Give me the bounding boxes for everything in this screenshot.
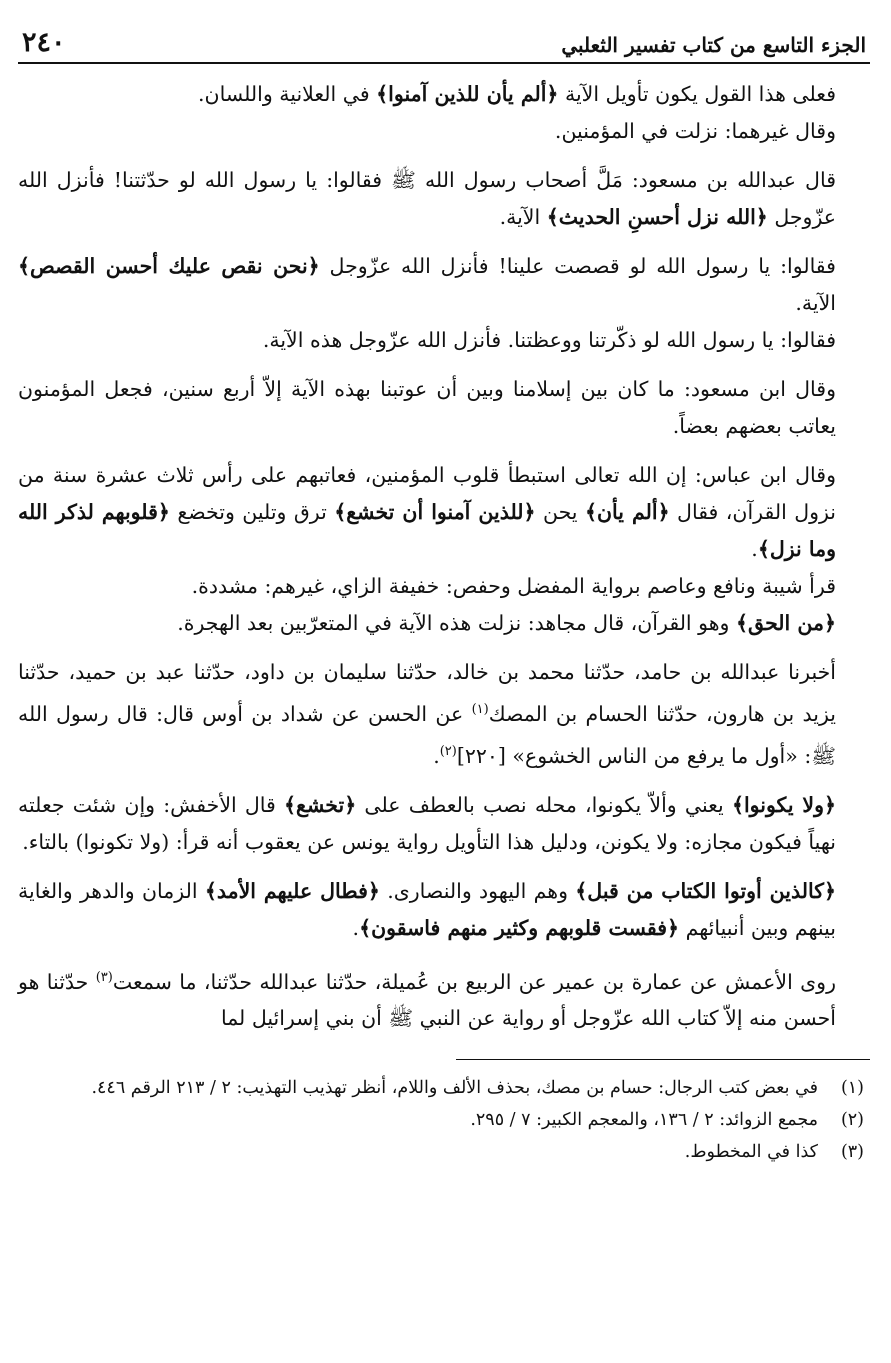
quran-quote: ﴿من الحق﴾ (735, 611, 836, 635)
footnote (18, 1106, 870, 1135)
footnote-number: (٢) (840, 1110, 864, 1131)
paragraph-text: . (751, 537, 758, 561)
paragraph (18, 113, 870, 150)
paragraph (18, 654, 870, 775)
paragraph (18, 76, 870, 113)
quran-quote: ﴿فطال عليهم الأمد﴾ (204, 878, 380, 903)
paragraph-text: أخبرنا عبدالله بن حامد، حدّثنا محمد بن خالد، حدّثنا سليمان بن داود، حدّثنا عبد بن حميد، حدّثنا يزيد بن هارون، حدّثنا الحسام بن المصك (18, 660, 836, 726)
paragraph-text: الآية. (795, 291, 836, 315)
quran-quote: ﴿نحن نقص عليك أحسن القصص﴾ (18, 254, 320, 278)
paragraph-text: وهو القرآن، قال مجاهد: نزلت هذه الآية في المتعرّبين بعد الهجرة. (177, 611, 736, 635)
footnote-ref: (٢) (439, 743, 457, 759)
footnote (18, 1138, 870, 1167)
paragraph-text: روى الأعمش عن عمارة بن عمير عن الربيع بن عُميلة، حدّثنا عبدالله حدّثنا، ما سمعت (112, 969, 836, 994)
quran-quote: ﴿ألم يأن للذين آمنوا﴾ (376, 82, 559, 106)
paragraph (18, 568, 870, 605)
paragraph-text: وقال ابن عباس: إن الله تعالى استبطأ قلوب المؤمنين، فعاتبهم على رأس ثلاث عشرة سنة من نزول القرآن، فقال (18, 463, 837, 524)
quran-quote: ﴿ألم يأن﴾ (584, 500, 670, 524)
paragraph-text: عن الحسن عن شداد بن أوس قال: قال رسول الله ﷺ: «أول ما يرفع من الناس الخشوع» [٢٢٠] (18, 701, 836, 768)
paragraph-text: . (433, 743, 440, 768)
footnote-text: في بعض كتب الرجال: حسام بن مصك، بحذف الألف واللام، أنظر تهذيب التهذيب: ٢ / ٢١٣ الرقم ٤٤٦. (91, 1078, 818, 1099)
paragraph (18, 162, 870, 236)
page-header (18, 28, 870, 64)
paragraph-text: فعلى هذا القول يكون تأويل الآية (558, 82, 836, 106)
paragraph (18, 248, 870, 322)
paragraph-text: قرأ شيبة ونافع وعاصم برواية المفضل وحفص: خفيفة الزاي، غيرهم: مشددة. (191, 574, 836, 598)
paragraph-text: حدّثنا هو أحسن منه إلاّ كتاب الله عزّوجل أو رواية عن النبي ﷺ أن بني إسرائيل لما (18, 969, 836, 1031)
quran-quote: ﴿للذين آمنوا أن تخشع﴾ (334, 500, 536, 524)
paragraph-text: الزمان والدهر والغاية بينهم وبين أنبيائهم (18, 878, 836, 940)
footnote-separator (456, 1059, 870, 1060)
quran-quote: ﴿قلوبهم لذكر الله وما نزل﴾ (18, 500, 836, 561)
paragraph-text: قال الأخفش: وإن شئت جعلته نهياً فيكون مجازه: ولا يكونن، ودليل هذا التأويل رواية يونس عن يعقوب أنه قرأ: (ولا تكونوا) بالتاء. (18, 792, 836, 854)
paragraph-text: في العلانية واللسان. (198, 82, 377, 106)
quran-quote: ﴿ولا يكونوا﴾ (731, 792, 837, 817)
paragraph (18, 371, 870, 445)
paragraph (18, 959, 870, 1038)
footnote (18, 1074, 870, 1103)
paragraph-text: قال عبدالله بن مسعود: مَلَّ أصحاب رسول الله ﷺ فقالوا: يا رسول الله لو حدّثتنا! فأنزل الله عزّوجل (18, 168, 836, 229)
book-page (18, 28, 870, 1170)
footnote-ref: (٣) (95, 969, 113, 985)
paragraph-text: فقالوا: يا رسول الله لو ذكّرتنا ووعظتنا. فأنزل الله عزّوجل هذه الآية. (262, 328, 836, 352)
paragraph-text: وقال غيرهما: نزلت في المؤمنين. (554, 119, 836, 143)
footnotes (18, 1074, 870, 1167)
paragraph-text: يعني وألاّ يكونوا، محله نصب بالعطف على (356, 792, 732, 817)
paragraph-text: يحن (535, 500, 585, 524)
page-number: ٢٤٠ (22, 27, 66, 58)
footnote-text: كذا في المخطوط. (684, 1142, 818, 1163)
quran-quote: ﴿الله نزل أحسنِ الحديث﴾ (546, 205, 768, 229)
paragraph (18, 605, 870, 642)
paragraph (18, 322, 870, 359)
paragraph-text: فقالوا: يا رسول الله لو قصصت علينا! فأنزل الله عزّوجل (319, 254, 836, 278)
quran-quote: ﴿فقست قلوبهم وكثير منهم فاسقون﴾ (359, 915, 680, 940)
paragraph-text: ترق وتلين وتخضع (169, 500, 335, 524)
quran-quote: ﴿كالذين أوتوا الكتاب من قبل﴾ (575, 878, 836, 903)
paragraph-text: الآية. (499, 205, 547, 229)
paragraph (18, 873, 870, 947)
quran-quote: ﴿تخشع﴾ (284, 792, 357, 817)
paragraph-text: . (352, 915, 360, 940)
footnote-number: (٣) (840, 1142, 864, 1163)
paragraph (18, 787, 870, 861)
paragraph-text: وقال ابن مسعود: ما كان بين إسلامنا وبين أن عوتبنا بهذه الآية إلاّ أربع سنين، فجعل المؤمنون يعاتب بعضهم بعضاً. (18, 377, 836, 438)
paragraph (18, 457, 870, 568)
footnote-number: (١) (840, 1078, 864, 1099)
page-body (18, 64, 870, 1037)
running-title: الجزء التاسع من كتاب تفسير الثعلبي (561, 33, 866, 57)
footnote-text: مجمع الزوائد: ٢ / ١٣٦، والمعجم الكبير: ٧ / ٢٩٥. (470, 1110, 818, 1131)
footnote-ref: (١) (471, 702, 489, 717)
paragraph-text: وهم اليهود والنصارى. (379, 878, 576, 903)
